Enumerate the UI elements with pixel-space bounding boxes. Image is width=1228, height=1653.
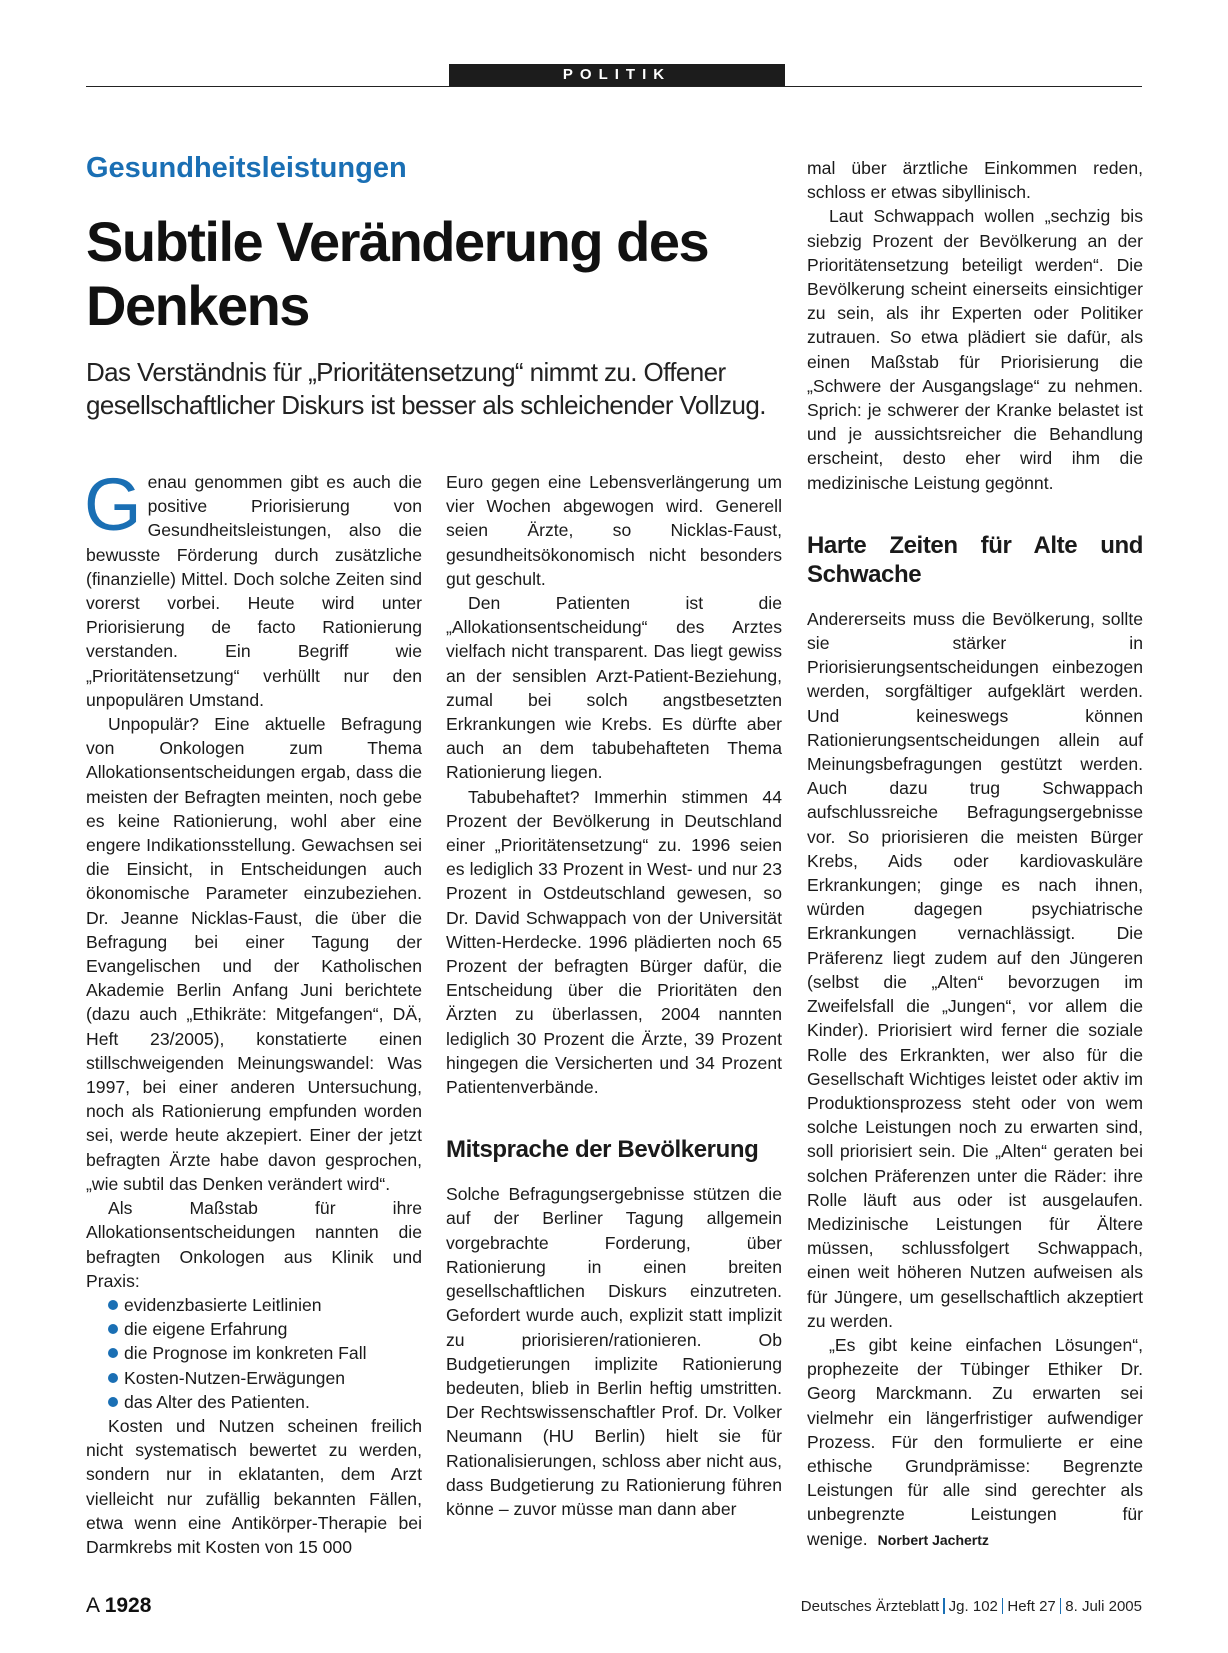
separator bbox=[943, 1598, 945, 1614]
article-headline: Subtile Veränderung des Denkens bbox=[86, 210, 709, 337]
subheading: Harte Zeiten für Alte und Schwache bbox=[807, 531, 1143, 588]
criteria-list bbox=[86, 1293, 422, 1414]
list-item: evidenzbasierte Leitlinien bbox=[108, 1293, 422, 1317]
volume: Jg. 102 bbox=[948, 1598, 998, 1615]
paragraph: Solche Befragungsergebnisse stützen die auf der Berliner Tagung allgemein vorgebrachte Forderung, über Rationierung in einen breiten gesellschaftlichen Diskurs einzutreten. Gefordert wurde auch, explizit statt implizit zu priorisieren/rationieren. Ob Budgetierungen implizite Rationierung bedeuten, blieb in Berlin heftig umstritten. Der Rechtswissenschaftler Prof. Dr. Volker Neumann (HU Berlin) hielt sie für Rationalisierungen, schloss aber nicht aus, dass Budgetierung zu Rationierung führen könne – zuvor müsse man dann aber bbox=[446, 1184, 782, 1519]
journal-name: Deutsches Ärzteblatt bbox=[800, 1598, 940, 1615]
paragraph-text: „Es gibt keine einfachen Lösungen“, prophezeite der Tübinger Ethiker Dr. Georg Marckmann. Zu erwarten sei vielmehr ein längerfristiger aufwendiger Prozess. Für den formulierte er eine ethische Grundprämisse: Begrenzte Leistungen für alle sind gerechter als unbegrenzte Leistungen für wenige. bbox=[807, 1334, 1143, 1549]
paragraph bbox=[807, 1333, 1143, 1552]
list-item: Kosten-Nutzen-Erwägungen bbox=[108, 1366, 422, 1390]
paragraph: Laut Schwappach wollen „sechzig bis siebzig Prozent der Bevölkerung an der Prioritätensetzung beteiligt werden“. Die Bevölkerung scheint einerseits einsichtiger zu sein, als ihr Experten oder Politiker zutrauen. So etwa plädiert sie dafür, als einen Maßstab für Priorisierung die „Schwere der Ausgangslage“ zu nehmen. Sprich: je schwerer der Kranke belastet ist und je aussichtsreicher die Behandlung erscheint, desto eher wird ihm die medizinische Leistung gegönnt. bbox=[807, 206, 1143, 493]
header-rule bbox=[86, 86, 1142, 87]
text-column-2 bbox=[446, 470, 782, 1521]
paragraph: Tabubehaftet? Immerhin stimmen 44 Prozent der Bevölkerung in Deutschland einer „Prioritätensetzung“ zu. 1996 seien es lediglich 33 Prozent in West- und nur 23 Prozent in Ostdeutschland gewesen, so Dr. David Schwappach von der Universität Witten-Herdecke. 1996 plädierten noch 65 Prozent der befragten Bürger dafür, die Entscheidung über die Prioritäten den Ärzten zu überlassen, 2004 nannten lediglich 30 Prozent die Ärzte, 39 Prozent hingegen die Versicherten und 34 Prozent Patientenverbände. bbox=[446, 786, 782, 1098]
drop-cap: G bbox=[84, 463, 142, 546]
paragraph-text: enau genommen gibt es auch die positive Priorisierung von Gesundheitsleistungen, also die bewusste Förderung durch zusätzliche (finanzielle) Mittel. Doch solche Zeiten sind vorerst vorbei. Heute wird unter Priorisierung de facto Rationierung verstanden. Ein Begriff wie „Prioritätensetzung“ verhüllt nur den unpopulären Umstand. bbox=[86, 472, 422, 710]
paragraph: Unpopulär? Eine aktuelle Befragung von Onkologen zum Thema Allokationsentscheidungen ergab, dass die meisten der Befragten meinten, noch gebe es keine Rationierung, wohl aber eine engere Indikationsstellung. Gewachsen sei die Einsicht, in Entscheidungen auch ökonomische Parameter einzubeziehen. Dr. Jeanne Nicklas-Faust, die über die Befragung bei einer Tagung der Evangelischen und der Katholischen Akademie Berlin Anfang Juni berichtete (dazu auch „Ethikräte: Mitgefangen“, DÄ, Heft 23/2005), konstatierte einen stillschweigenden Meinungswandel: Was 1997, bei einer anderen Untersuchung, noch als Rationierung empfunden worden sei, werde heute akzepiert. Einer der jetzt befragten Ärzte habe davon gesprochen, „wie subtil das Denken verändert wird“. bbox=[86, 714, 422, 1194]
paragraph bbox=[84, 463, 422, 712]
paragraph: Andererseits muss die Bevölkerung, sollte sie stärker in Priorisierungsentscheidungen einbezogen werden, sorgfältiger aufgeklärt werden. Und keineswegs können Rationierungsentscheidungen allein auf Meinungsbefragungen gestützt werden. Auch dazu trug Schwappach aufschlussreiche Befragungsergebnisse vor. So priorisieren die meisten Bürger Krebs, Aids oder kardiovaskuläre Erkrankungen; ginge es nach ihnen, würden dagegen psychiatrische Erkrankungen vernachlässigt. Die Präferenz liegt zudem auf den Jüngeren (selbst die „Alten“ bevorzugen im Zweifelsfall die „Jungen“, vor allem die Kinder). Priorisiert wird ferner die soziale Rolle des Erkrankten, wer also für die Gesellschaft Wichtiges leistet oder aktiv im Produktionsprozess steht oder von wem solche Leistungen noch zu erwarten sind, soll priorisiert sein. Die „Alten“ geraten bei solchen Präferenzen unter die Räder: ihre Rolle läuft aus oder ist ausgelaufen. Medizinische Leistungen für Ältere müssen, schlussfolgert Schwappach, einen weit höheren Nutzen aufweisen als für Jüngere, um gesellschaftlich akzeptiert zu werden. bbox=[807, 608, 1143, 1331]
list-item: die Prognose im konkreten Fall bbox=[108, 1341, 422, 1365]
page-prefix: A bbox=[86, 1594, 99, 1617]
paragraph: Den Patienten ist die „Allokationsentscheidung“ des Arztes vielfach nicht transparent. Das liegt gewiss an der sensiblen Arzt-Patient-Beziehung, zumal bei solch angstbesetzten Erkrankungen wie Krebs. Es dürfte aber auch an dem tabubehafteten Thema Rationierung liegen. bbox=[446, 593, 782, 783]
paragraph: Euro gegen eine Lebensverlängerung um vier Wochen abgewogen wird. Generell seien Ärzte, so Nicklas-Faust, gesundheitsökonomisch nicht besonders gut geschult. bbox=[446, 472, 782, 589]
page-number-value: 1928 bbox=[104, 1594, 152, 1617]
text-column-3 bbox=[807, 156, 1143, 1552]
list-item: das Alter des Patienten. bbox=[108, 1390, 422, 1414]
section-rubric: POLITIK bbox=[449, 64, 785, 86]
text-column-1 bbox=[84, 463, 422, 1559]
journal-footer bbox=[801, 1598, 1142, 1615]
separator bbox=[1060, 1598, 1062, 1614]
issue: Heft 27 bbox=[1007, 1598, 1056, 1615]
paragraph: Kosten und Nutzen scheinen freilich nicht systematisch bewertet zu werden, sondern nur in eklatanten, dem Arzt vielleicht nur zufällig bekannten Fällen, etwa wenn eine Antikörper-Therapie bei Darmkrebs mit Kosten von 15 000 bbox=[86, 1415, 422, 1557]
article-kicker: Gesundheitsleistungen bbox=[86, 152, 407, 184]
author-name: Norbert Jachertz bbox=[877, 1531, 989, 1548]
separator bbox=[1002, 1598, 1004, 1614]
list-item: die eigene Erfahrung bbox=[108, 1317, 422, 1341]
subheading: Mitsprache der Bevölkerung bbox=[446, 1136, 759, 1164]
page-number bbox=[86, 1594, 151, 1618]
article-deck: Das Verständnis für „Prioritätensetzung“ nimmt zu. Offener gesellschaftlicher Diskurs ist besser als schleichender Vollzug. bbox=[86, 357, 766, 420]
paragraph: Als Maßstab für ihre Allokationsentscheidungen nannten die befragten Onkologen aus Klinik und Praxis: bbox=[86, 1198, 422, 1291]
issue-date: 8. Juli 2005 bbox=[1065, 1598, 1142, 1615]
paragraph: mal über ärztliche Einkommen reden, schloss er etwas sibyllinisch. bbox=[807, 158, 1143, 203]
